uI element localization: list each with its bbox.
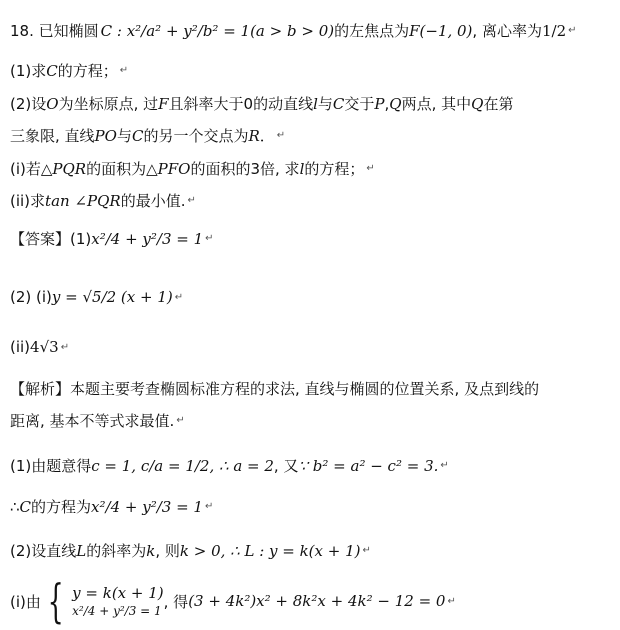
problem-line-1: 18. 已知椭圆 C : x²/a² + y²/b² = 1(a > b > 0) 的左焦点为 F(−1, 0) , 离心率为 1/2 ↵ [10, 21, 577, 40]
answer-line-3: (ii) 4√3 ↵ [10, 338, 70, 356]
text-seg: 与 [317, 95, 333, 113]
tan-angle-expr: tan ∠PQR [45, 191, 121, 210]
var-q: Q [389, 94, 402, 113]
var-l: L [76, 541, 87, 560]
analysis-intro-cont: 距离, 基本不等式求最值. [10, 412, 175, 430]
var-f: F [158, 94, 169, 113]
text-seg: (2)设直线 [10, 542, 77, 560]
text-seg: 在第 [483, 95, 514, 113]
text-seg: , 又 [273, 457, 299, 475]
eccentricity-text: , 离心率为 [472, 22, 542, 40]
analysis-line-1 [10, 378, 539, 399]
therefore-symbol: ∴ [10, 497, 20, 516]
text-seg: ． [259, 127, 275, 145]
var-k: k [146, 541, 156, 560]
triangle-pfo: △PFO [146, 159, 191, 178]
var-c: C [131, 126, 144, 145]
answer-line-equation: y = √5/2 (x + 1) [51, 288, 173, 306]
var-r: R [248, 126, 260, 145]
var-l: l [299, 159, 305, 178]
subpart-ii-label: (ii)求 [10, 192, 46, 210]
problem-number-text: 18. 已知椭圆 [10, 22, 99, 40]
text-seg: (i)由 [10, 592, 41, 611]
text-seg: 的另一个交点为 [143, 127, 249, 145]
ellipse-equation: C : x²/a² + y²/b² = 1(a > b > 0) [100, 21, 335, 40]
text-seg: 的最小值. [120, 192, 186, 210]
part1-text: 的方程； [57, 62, 118, 80]
problem-line-2: (1)求 C 的方程； ↵ [10, 61, 129, 80]
problem-line-6: (ii)求 tan ∠PQR 的最小值. ↵ [10, 191, 196, 210]
text-seg: 为坐标原点, 过 [58, 95, 159, 113]
text-seg: 三象限, 直线 [10, 127, 95, 145]
line-equation: k > 0, ∴ L : y = k(x + 1) [179, 541, 361, 560]
analysis-line-6: (i)由 { y = k(x + 1) x²/4 + y²/3 = 1 , 得 (3 + 4k²)x² + 8k²x + 4k² − 12 = 0 ↵ [10, 574, 456, 628]
problem-line-3 [10, 93, 513, 114]
text-seg: 的方程； [304, 160, 365, 178]
answer-part-label: (2) (i) [10, 288, 52, 306]
var-q: Q [471, 94, 484, 113]
problem-line-4: 三象限, 直线 PO 与 C 的另一个交点为 R ． ↵ [10, 126, 286, 145]
derivation-eq-2: ∵ b² = a² − c² = 3. [298, 456, 439, 475]
var-p: P [374, 94, 385, 113]
answer-part-label: (ii) [10, 338, 31, 356]
analysis-line-3: (1)由题意得 c = 1, c/a = 1/2, ∴ a = 2 , 又 ∵ b² = a² − c² = 3. ↵ [10, 456, 449, 475]
analysis-intro: 【解析】本题主要考查椭圆标准方程的求法, 直线与椭圆的位置关系, 及点到线的 [10, 380, 540, 398]
text-seg: 的方程为 [31, 498, 92, 516]
left-brace: { [47, 574, 64, 628]
analysis-line-2: 距离, 基本不等式求最值. ↵ [10, 412, 185, 430]
part1-label: (1)求 [10, 62, 47, 80]
system-row-1: y = k(x + 1) [72, 583, 164, 602]
var-c: C [19, 497, 32, 516]
var-l: l [313, 94, 318, 113]
text-seg: 的斜率为 [86, 542, 147, 560]
answer-label: 【答案】(1) [10, 230, 92, 248]
problem-line-5: (i)若 △PQR 的面积为 △PFO 的面积的3倍, 求 l 的方程； ↵ [10, 159, 375, 178]
text-seg: , 得 [163, 592, 189, 611]
triangle-pqr: △PQR [40, 159, 87, 178]
derived-ellipse-equation: x²/4 + y²/3 = 1 [91, 497, 203, 516]
left-focus-text: 的左焦点为 [334, 22, 410, 40]
answer-line-1: 【答案】(1) x²/4 + y²/3 = 1 ↵ [10, 229, 214, 248]
equation-system [41, 574, 164, 628]
quadratic-equation: (3 + 4k²)x² + 8k²x + 4k² − 12 = 0 [188, 592, 446, 610]
line-po: PO [94, 126, 117, 145]
text-seg: 与 [116, 127, 132, 145]
text-seg: 的面积的3倍, 求 [190, 160, 300, 178]
text-seg: 且斜率大于0的动直线 [168, 95, 314, 113]
system-row-2: x²/4 + y²/3 = 1 [72, 604, 162, 619]
eccentricity-value: 1/2 [541, 21, 567, 40]
text-seg: 两点, 其中 [401, 95, 472, 113]
analysis-line-5: (2)设直线 L 的斜率为 k , 则 k > 0, ∴ L : y = k(x + 1) ↵ [10, 541, 371, 560]
answer-line-2: (2) (i) y = √5/2 (x + 1) ↵ [10, 288, 184, 306]
var-o: O [46, 94, 59, 113]
analysis-line-4: ∴ C 的方程为 x²/4 + y²/3 = 1 ↵ [10, 497, 214, 516]
text-seg: , [384, 94, 390, 113]
text-seg: 的面积为 [86, 160, 147, 178]
answer-ellipse-equation: x²/4 + y²/3 = 1 [91, 229, 204, 248]
part2-label: (2)设 [10, 95, 47, 113]
text-seg: , 则 [155, 542, 180, 560]
var-c: C [332, 94, 345, 113]
var-c: C [46, 61, 58, 80]
derivation-eq-1: c = 1, c/a = 1/2, ∴ a = 2 [91, 456, 274, 475]
answer-min-value: 4√3 [30, 338, 59, 356]
subpart-i-label: (i)若 [10, 160, 41, 178]
focus-point: F(−1, 0) [409, 21, 473, 40]
text-seg: (1)由题意得 [10, 457, 92, 475]
text-seg: 交于 [344, 95, 375, 113]
